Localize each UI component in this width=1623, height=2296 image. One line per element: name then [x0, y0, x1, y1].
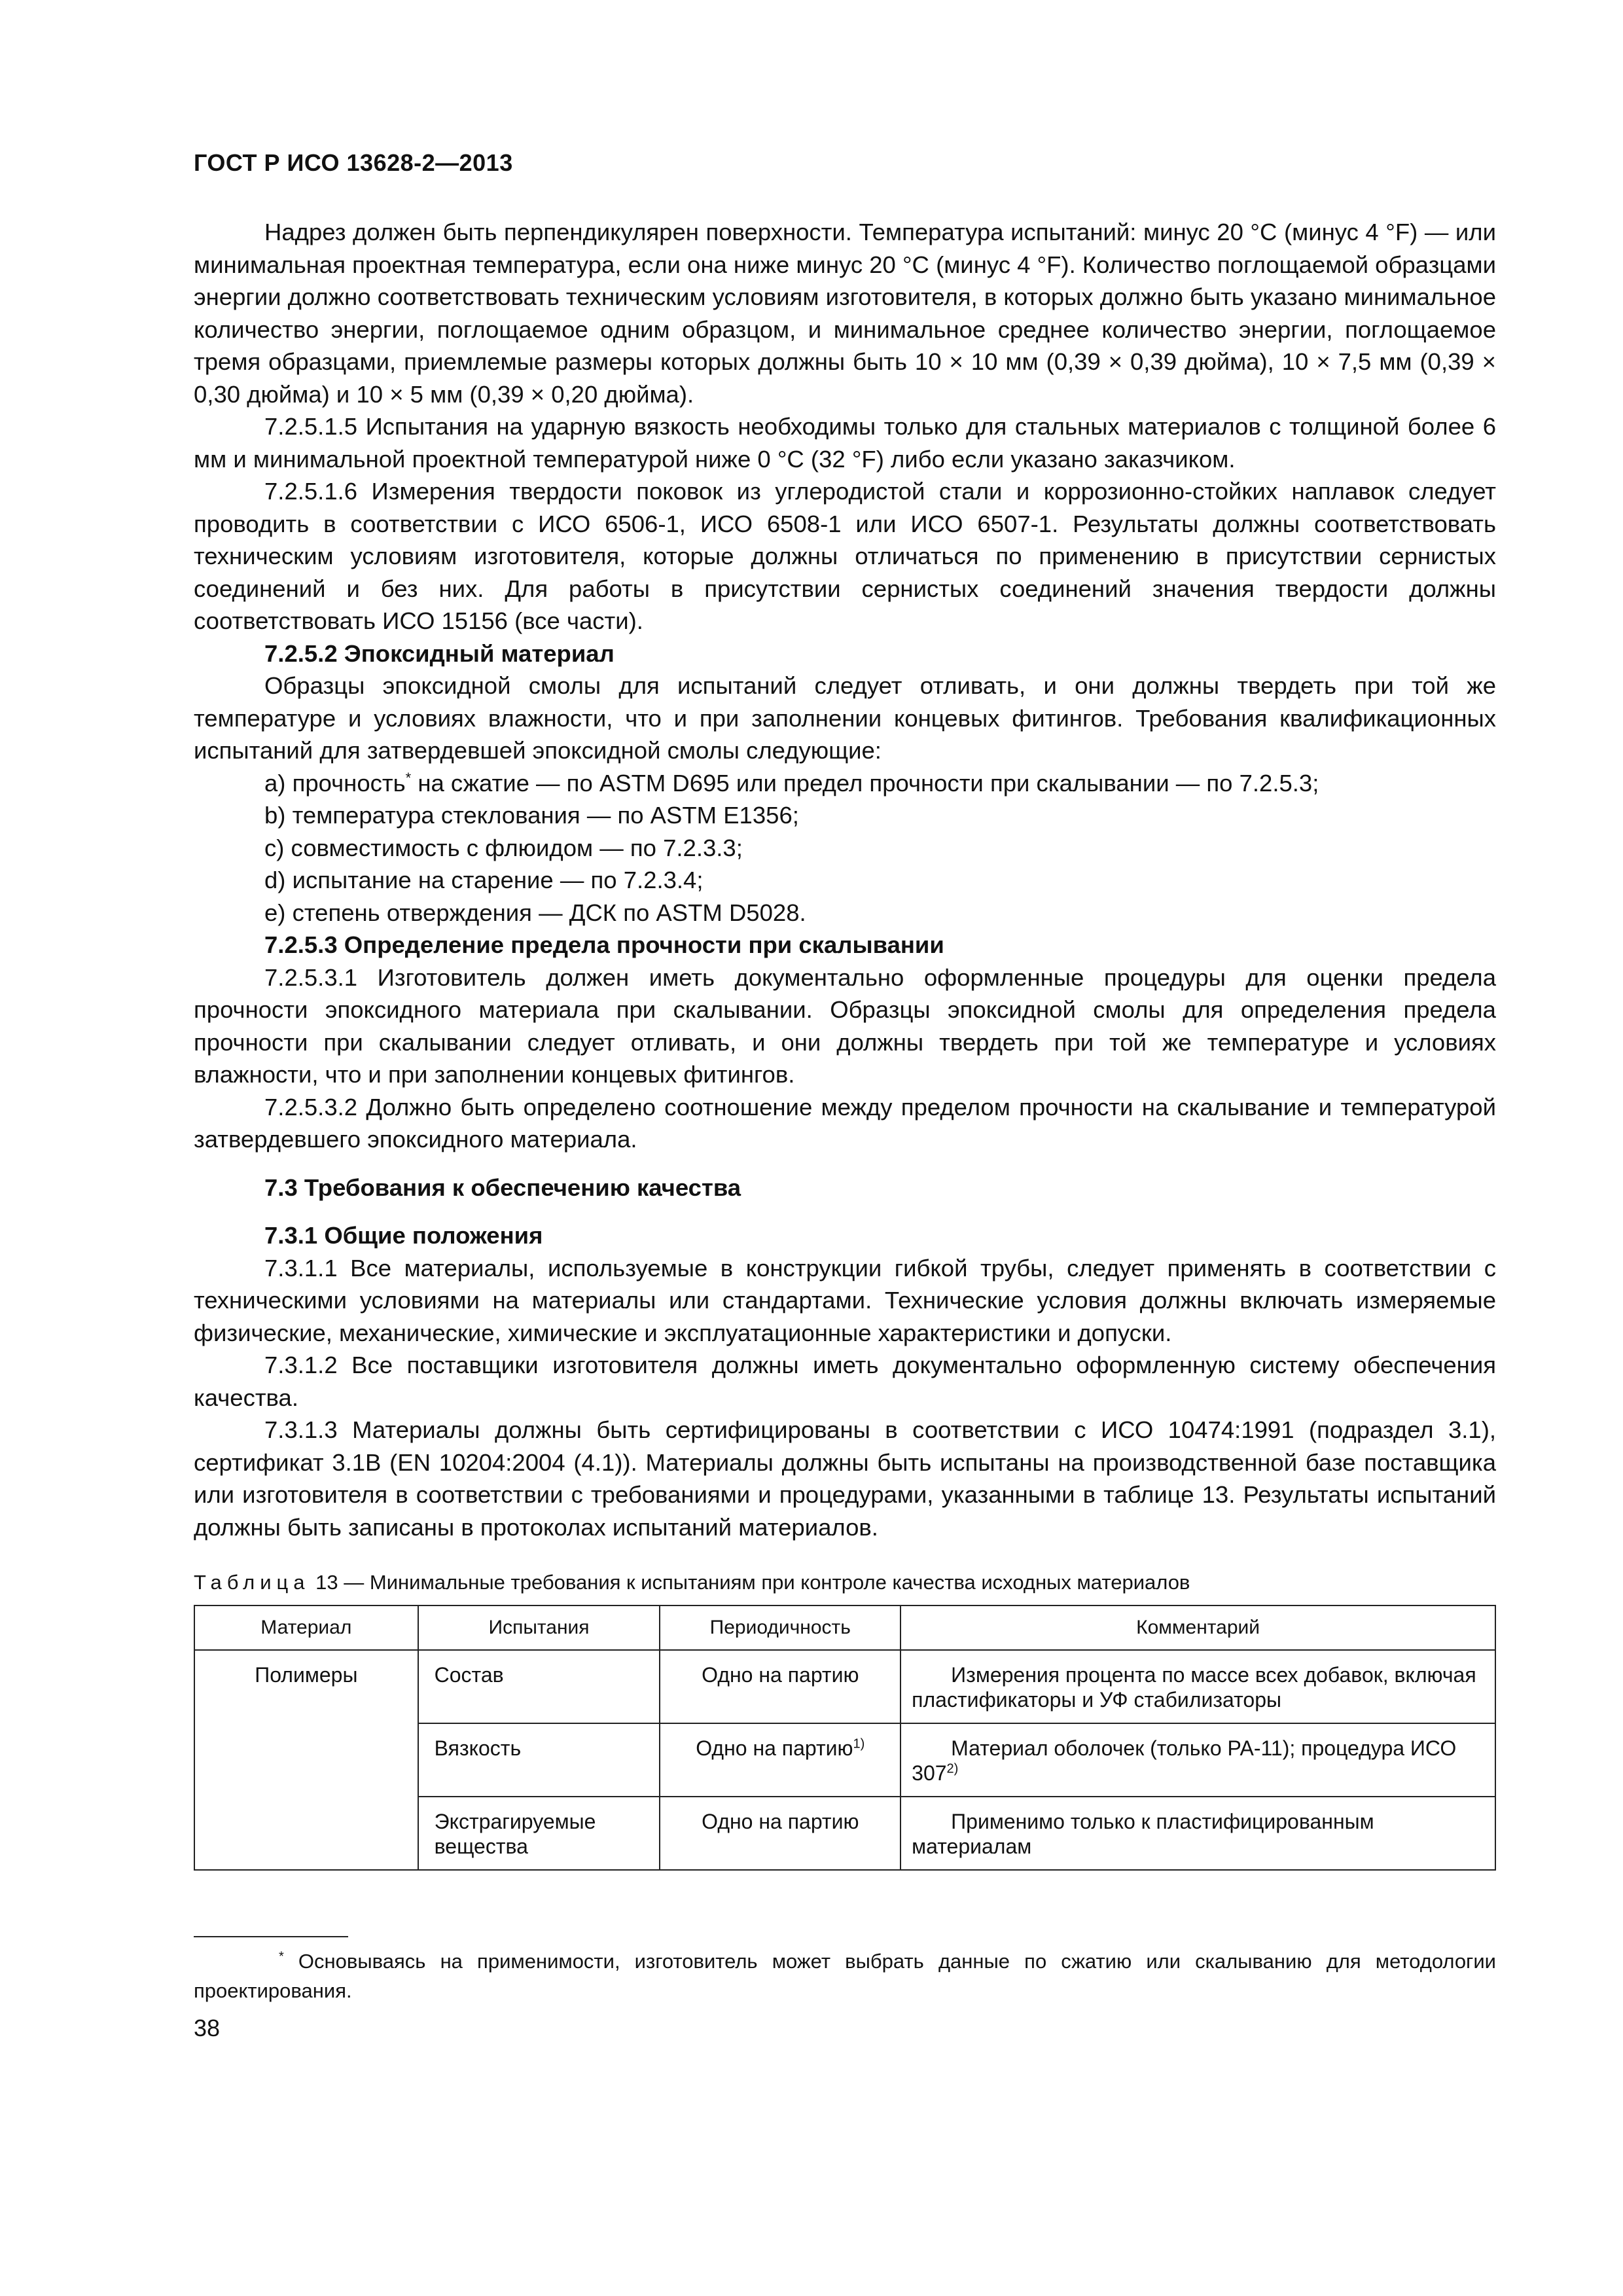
heading-7-3: 7.3 Требования к обеспечению качества [264, 1174, 741, 1201]
cell-comment: Применимо только к пластифицированным материалам [901, 1797, 1495, 1870]
table-caption: Таблица 13 — Минимальные требования к испытаниям при контроле качества исходных материалов [194, 1571, 1190, 1594]
paragraph-7-3-1-3: 7.3.1.3 Материалы должны быть сертифицированы в соответствии с ИСО 10474:1991 (подраздел 3.1), сертификат 3.1В (EN 10204:2004 (4.1)). Материалы должны быть испытаны на производственной базе поставщика или изготовителя в соответствии с требованиями и процедурами, указанными в таблице 13. Результаты испытаний должны быть записаны в протоколах испытаний материалов. [194, 1416, 1496, 1541]
footnote-ref: 2) [946, 1761, 959, 1776]
heading-7-2-5-2: 7.2.5.2 Эпоксидный материал [264, 639, 615, 667]
cell-test: Вязкость [418, 1723, 660, 1797]
list-item-b: b) температура стеклования — по ASTM E1356; [264, 802, 799, 829]
paragraph-7-3-1-2: 7.3.1.2 Все поставщики изготовителя должны иметь документально оформленную систему обеспечения качества. [194, 1352, 1496, 1411]
cell-test: Экстрагируемые вещества [418, 1797, 660, 1870]
list-item-e: e) степень отверждения — ДСК по ASTM D5028. [264, 899, 806, 926]
cell-comment: Измерения процента по массе всех добавок, включая пластификаторы и УФ стабилизаторы [901, 1650, 1495, 1723]
cell-frequency: Одно на партию [660, 1797, 901, 1870]
document-header: ГОСТ Р ИСО 13628-2—2013 [194, 149, 513, 176]
paragraph-notch: Надрез должен быть перпендикулярен поверхности. Температура испытаний: минус 20 °C (минус 4 °F) — или минимальная проектная температура, если она ниже минус 20 °C (минус 4 °F). Количество поглощаемой образцами энергии должно соответствовать техническим условиям изготовителя, в которых должно быть указано минимальное количество энергии, поглощаемое одним образцом, и минимальное среднее количество энергии, поглощаемое тремя образцами, приемлемые размеры которых должны быть 10 × 10 мм (0,39 × 0,39 дюйма), 10 × 7,5 мм (0,39 × 0,30 дюйма) и 10 × 5 мм (0,39 × 0,20 дюйма). [194, 219, 1496, 408]
cell-test: Состав [418, 1650, 660, 1723]
column-header-comment: Комментарий [901, 1605, 1495, 1650]
heading-7-2-5-3: 7.2.5.3 Определение предела прочности при скалывании [264, 931, 944, 958]
heading-7-3-1: 7.3.1 Общие положения [264, 1222, 543, 1249]
list-item-c: c) совместимость с флюидом — по 7.2.3.3; [264, 834, 743, 861]
body-text [194, 216, 1496, 1543]
list-item-d: d) испытание на старение — по 7.2.3.4; [264, 867, 704, 893]
quality-control-table [194, 1605, 1496, 1871]
footnote-mark: * [405, 769, 412, 786]
paragraph-7-2-5-3-2: 7.2.5.3.2 Должно быть определено соотношение между пределом прочности на скалывание и температурой затвердевшего эпоксидного материала. [194, 1093, 1496, 1153]
paragraph-7-2-5-1-6: 7.2.5.1.6 Измерения твердости поковок из углеродистой стали и коррозионно-стойких наплавок следует проводить в соответствии с ИСО 6506-1, ИСО 6508-1 или ИСО 6507-1. Результаты должны соответствовать техническим условиям изготовителя, которые должны отличаться по применению в присутствии сернистых соединений и без них. Для работы в присутствии сернистых соединений значения твердости должны соответствовать ИСО 15156 (все части). [194, 478, 1496, 634]
footnote: * Основываясь на применимости, изготовитель может выбрать данные по сжатию или скалыванию для методологии проектирования. [194, 1949, 1496, 2002]
cell-material: Полимеры [194, 1650, 418, 1870]
column-header-frequency: Периодичность [660, 1605, 901, 1650]
column-header-test: Испытания [418, 1605, 660, 1650]
page-number: 38 [194, 2015, 221, 2041]
table-header-row [194, 1605, 1495, 1650]
paragraph-epoxy: Образцы эпоксидной смолы для испытаний следует отливать, и они должны твердеть при той же температуре и условиях влажности, что и при заполнении концевых фитингов. Требования квалификационных испытаний для затвердевшей эпоксидной смолы следующие: [194, 672, 1496, 764]
cell-frequency: Одно на партию [660, 1650, 901, 1723]
list-item-a: a) прочность* на сжатие — по ASTM D695 или предел прочности при скалывании — по 7.2.5.3; [264, 769, 1319, 797]
column-header-material: Материал [194, 1605, 418, 1650]
paragraph-7-3-1-1: 7.3.1.1 Все материалы, используемые в конструкции гибкой трубы, следует применять в соответствии с техническими условиями на материалы или стандартами. Технические условия должны включать измеряемые физические, механические, химические и эксплуатационные характеристики и допуски. [194, 1254, 1496, 1346]
cell-frequency: Одно на партию$^{1)}$ [660, 1723, 901, 1797]
cell-comment: Материал оболочек (только PA-11); процедура ИСО 307$^{2)}$ [901, 1723, 1495, 1797]
document-page [194, 149, 1496, 2042]
paragraph-7-2-5-3-1: 7.2.5.3.1 Изготовитель должен иметь документально оформленные процедуры для оценки предела прочности эпоксидного материала при скалывании. Образцы эпоксидной смолы для определения предела прочности при скалывании следует отливать, и они должны твердеть при той же температуре и условиях влажности, что и при заполнении концевых фитингов. [194, 963, 1496, 1088]
footnote-ref: 1) [853, 1736, 865, 1751]
footnote-divider [194, 1936, 348, 1937]
paragraph-7-2-5-1-5: 7.2.5.1.5 Испытания на ударную вязкость необходимы только для стальных материалов с толщиной более 6 мм и минимальной проектной температурой ниже 0 °C (32 °F) либо если указано заказчиком. [194, 413, 1496, 473]
table-row [194, 1650, 1495, 1723]
